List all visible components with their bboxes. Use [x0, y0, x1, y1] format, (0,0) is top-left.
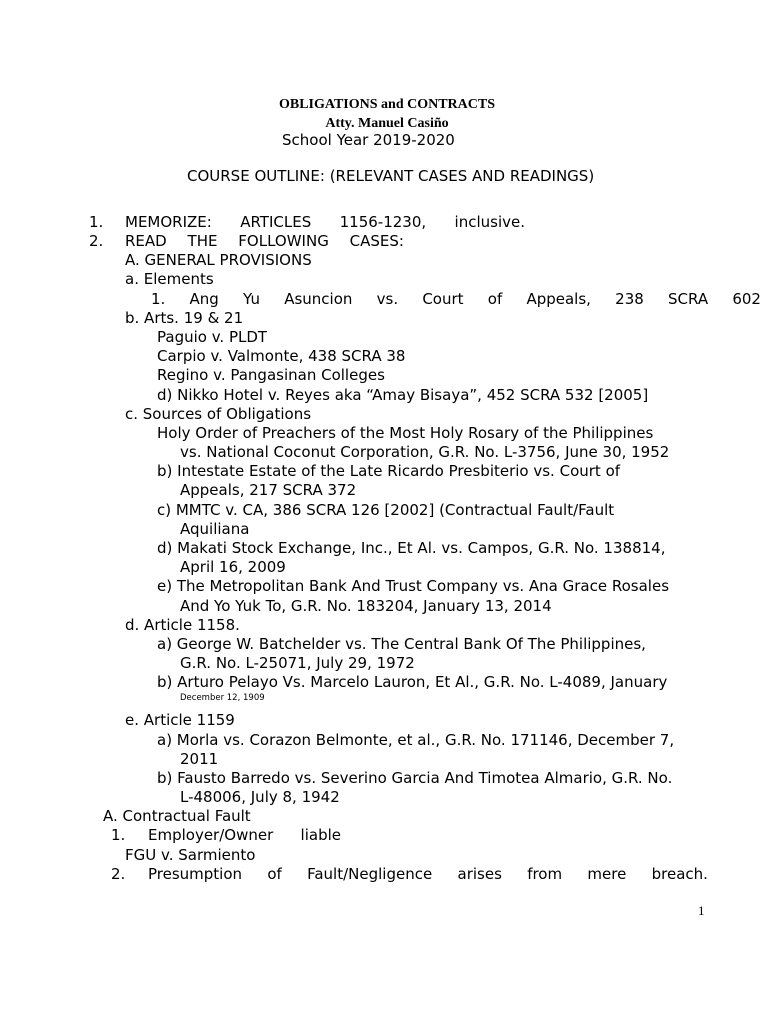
section-general-provisions: A. GENERAL PROVISIONS [125, 251, 312, 269]
item-2-text [125, 232, 404, 251]
case-makati-stock-cont: April 16, 2009 [180, 558, 286, 576]
case-batchelder-cont: G.R. No. L-25071, July 29, 1972 [180, 654, 415, 672]
case-word: Court [422, 290, 464, 308]
contractual-item-1-text [148, 826, 341, 845]
case-word: 1. [151, 290, 166, 308]
case-presbiterio-cont: Appeals, 217 SCRA 372 [180, 481, 357, 499]
case-holy-order: Holy Order of Preachers of the Most Holy Rosary of the Philippines [157, 424, 654, 442]
case-morla: a) Morla vs. Corazon Belmonte, et al., G.R. No. 171146, December 7, [157, 731, 675, 749]
contractual-word: from [527, 865, 563, 883]
case-regino: Regino v. Pangasinan Colleges [157, 366, 385, 384]
case-metrobank: e) The Metropolitan Bank And Trust Company vs. Ana Grace Rosales [157, 577, 670, 595]
contractual-word: liable [300, 826, 341, 844]
contractual-word: arises [457, 865, 502, 883]
case-word: 602 [732, 290, 761, 308]
case-carpio: Carpio v. Valmonte, 438 SCRA 38 [157, 347, 406, 365]
case-barredo-cont: L-48006, July 8, 1942 [180, 788, 340, 806]
case-word: Asuncion [284, 290, 353, 308]
case-holy-order-cont: vs. National Coconut Corporation, G.R. No. L-3756, June 30, 1952 [180, 443, 670, 461]
contractual-word: Presumption [148, 865, 243, 883]
item-2-word: THE [187, 232, 218, 250]
case-makati-stock: d) Makati Stock Exchange, Inc., Et Al. vs. Campos, G.R. No. 138814, [157, 539, 666, 557]
subsection-arts-19-21: b. Arts. 19 & 21 [125, 309, 244, 327]
case-pelayo-date: December 12, 1909 [180, 693, 265, 703]
contractual-word: mere [587, 865, 627, 883]
case-presbiterio: b) Intestate Estate of the Late Ricardo Presbiterio vs. Court of [157, 462, 621, 480]
item-2-word: FOLLOWING [238, 232, 329, 250]
item-1-word: ARTICLES [240, 213, 312, 231]
case-word: Appeals, [526, 290, 591, 308]
subsection-sources: c. Sources of Obligations [125, 405, 312, 423]
case-ang-yu-asuncion [151, 290, 761, 309]
case-mmtc-cont: Aquiliana [180, 520, 250, 538]
item-2-word: CASES: [349, 232, 404, 250]
case-nikko-hotel: d) Nikko Hotel v. Reyes aka “Amay Bisaya”, 452 SCRA 532 [2005] [157, 386, 649, 404]
item-2-word: READ [125, 232, 167, 250]
document-author: Atty. Manuel Casiño [325, 116, 449, 131]
case-paguio: Paguio v. PLDT [157, 328, 268, 346]
document-title: OBLIGATIONS and CONTRACTS [278, 97, 496, 112]
case-morla-cont: 2011 [180, 750, 219, 768]
section-contractual-fault: A. Contractual Fault [103, 807, 251, 825]
contractual-item-2-number: 2. [111, 865, 126, 883]
case-word: SCRA [668, 290, 709, 308]
case-batchelder: a) George W. Batchelder vs. The Central Bank Of The Philippines, [157, 635, 646, 653]
contractual-item-1-number: 1. [111, 826, 126, 844]
school-year: School Year 2019-2020 [282, 131, 455, 149]
contractual-word: Fault/Negligence [307, 865, 433, 883]
case-word: vs. [376, 290, 399, 308]
case-fgu-sarmiento: FGU v. Sarmiento [125, 846, 256, 864]
contractual-word: breach. [651, 865, 708, 883]
case-metrobank-cont: And Yo Yuk To, G.R. No. 183204, January 13, 2014 [180, 597, 552, 615]
contractual-word: Employer/Owner [148, 826, 274, 844]
contractual-item-2-text [148, 865, 708, 884]
item-2-number: 2. [89, 232, 104, 250]
subsection-article-1159: e. Article 1159 [125, 711, 235, 729]
case-barredo: b) Fausto Barredo vs. Severino Garcia And Timotea Almario, G.R. No. [157, 769, 673, 787]
outline-title: COURSE OUTLINE: (RELEVANT CASES AND READINGS) [187, 167, 595, 185]
item-1-word: inclusive. [454, 213, 525, 231]
subsection-elements: a. Elements [125, 270, 214, 288]
case-mmtc: c) MMTC v. CA, 386 SCRA 126 [2002] (Contractual Fault/Fault [157, 501, 615, 519]
contractual-word: of [267, 865, 282, 883]
case-word: of [487, 290, 503, 308]
case-pelayo: b) Arturo Pelayo Vs. Marcelo Lauron, Et Al., G.R. No. L-4089, January [157, 673, 668, 691]
item-1-text [125, 213, 525, 232]
subsection-article-1158: d. Article 1158. [125, 616, 240, 634]
item-1-word: MEMORIZE: [125, 213, 212, 231]
case-word: 238 [615, 290, 644, 308]
item-1-word: 1156-1230, [339, 213, 427, 231]
case-word: Ang [189, 290, 219, 308]
page-number: 1 [698, 903, 705, 918]
item-1-number: 1. [89, 213, 104, 231]
case-word: Yu [243, 290, 260, 308]
